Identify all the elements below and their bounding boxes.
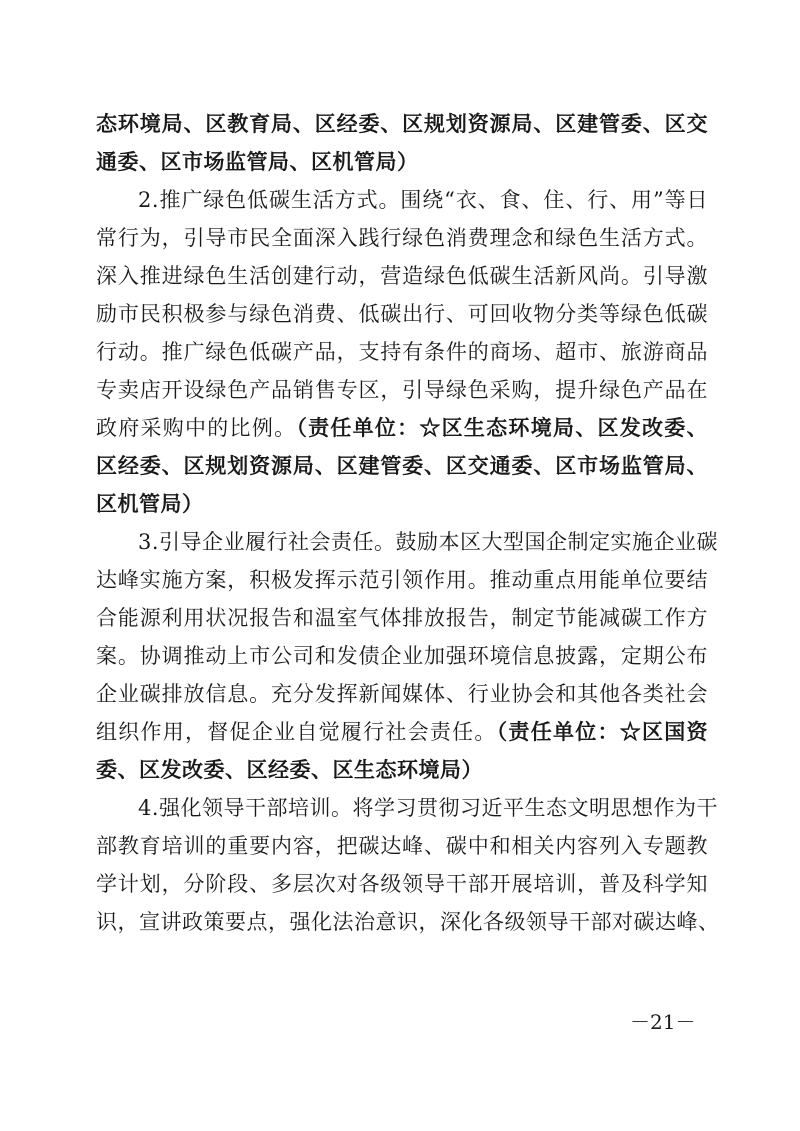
text-run: 专卖店开设绿色产品销售专区，引导绿色采购，提升绿色产品在 [96,378,708,402]
paragraph-line [96,604,708,632]
text-run: 态环境局、区教育局、区经委、区规划资源局、区建管委、区交 [96,111,708,136]
text-run: 3.引导企业履行社会责任。鼓励本区大型国企制定实施企业碳 [138,530,719,554]
paragraph-line [138,794,719,822]
responsibility-text: （责任单位：☆区生态环境局、区发改委、 [296,415,709,440]
paragraph-line [96,452,708,480]
paragraph-line [96,718,708,746]
paragraph-line [96,262,708,290]
text-run: 通委、区市场监管局、区机管局） [96,149,419,174]
responsibility-text: （责任单位：☆区国资 [496,719,709,744]
text-run: 励市民积极参与绿色消费、低碳出行、可回收物分类等绿色低碳 [96,302,708,326]
text-run: 达峰实施方案，积极发挥示范引领作用。推动重点用能单位要结 [96,568,708,592]
responsibility-text: 区经委、区规划资源局、区建管委、区交通委、区市场监管局、 [96,453,708,478]
paragraph-line [96,490,708,518]
responsibility-text: 区机管局） [96,491,204,516]
paragraph-line [96,642,708,670]
paragraph-line [138,528,719,556]
text-run: 合能源利用状况报告和温室气体排放报告，制定节能减碳工作方 [96,606,708,630]
paragraph-line [96,110,708,138]
paragraph-line [96,376,708,404]
paragraph-line [96,414,708,442]
text-run: 4.强化领导干部培训。将学习贯彻习近平生态文明思想作为干 [138,796,719,820]
text-run: 深入推进绿色生活创建行动，营造绿色低碳生活新风尚。引导激 [96,264,708,288]
text-run: 企业碳排放信息。充分发挥新闻媒体、行业协会和其他各类社会 [96,682,708,706]
paragraph-line [96,148,708,176]
text-run: 行动。推广绿色低碳产品，支持有条件的商场、超市、旅游商品 [96,340,708,364]
paragraph-line [96,832,708,860]
paragraph-line [96,566,708,594]
paragraph-line [96,680,708,708]
paragraph-line [138,186,708,214]
text-run: 识，宣讲政策要点，强化法治意识，深化各级领导干部对碳达峰、 [96,910,720,934]
paragraph-line [96,908,720,936]
text-run: 常行为，引导市民全面深入践行绿色消费理念和绿色生活方式。 [96,226,708,250]
paragraph-line [96,338,708,366]
paragraph-line [96,756,708,784]
paragraph-line [96,224,708,252]
paragraph-line [96,300,708,328]
text-run: 学计划，分阶段、多层次对各级领导干部开展培训，普及科学知 [96,872,708,896]
page-number: －21－ [630,1010,696,1034]
text-run: 部教育培训的重要内容，把碳达峰、碳中和相关内容列入专题教 [96,834,708,858]
text-run: 2.推广绿色低碳生活方式。围绕“衣、食、住、行、用”等日 [138,188,708,212]
text-run: 组织作用，督促企业自觉履行社会责任。 [96,720,497,744]
paragraph-line [96,870,708,898]
text-run: 案。协调推动上市公司和发债企业加强环境信息披露，定期公布 [96,644,708,668]
responsibility-text: 委、区发改委、区经委、区生态环境局） [96,757,483,782]
text-run: 政府采购中的比例。 [96,416,297,440]
